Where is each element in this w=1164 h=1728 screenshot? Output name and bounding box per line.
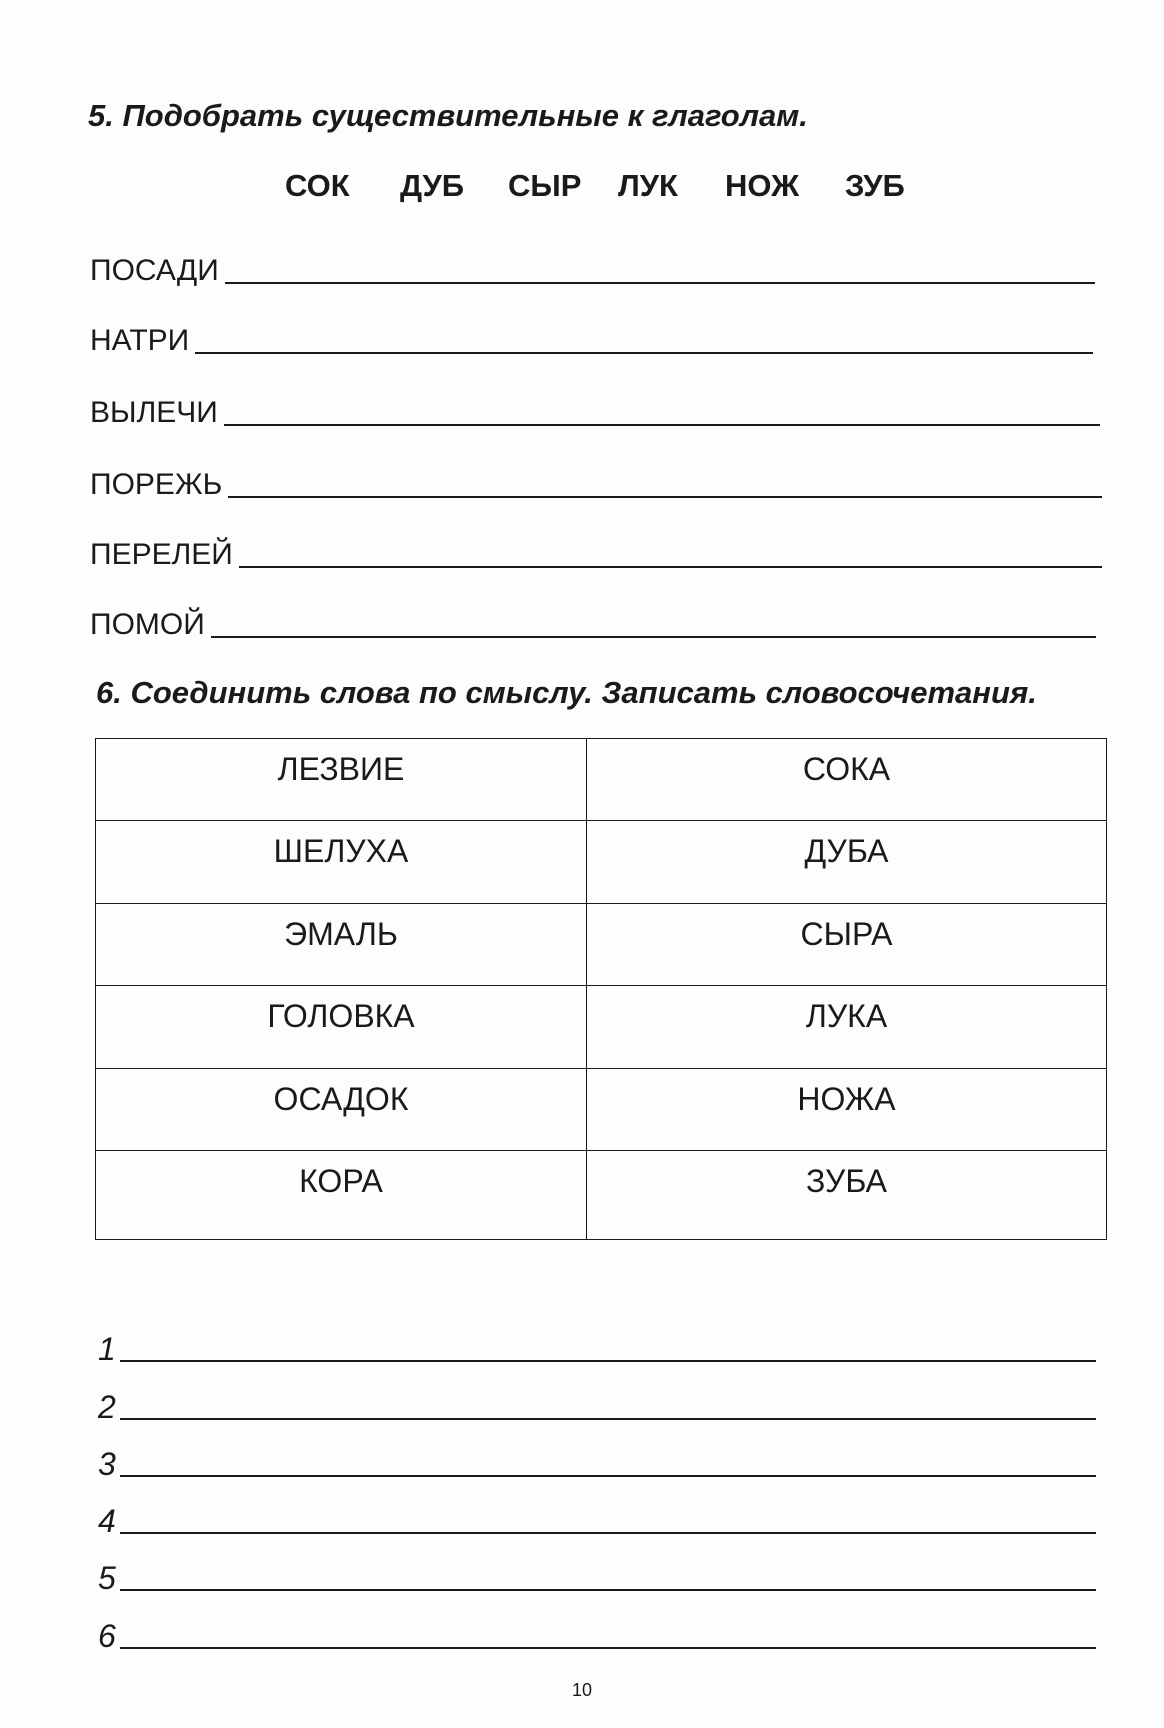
answer-number: 1 bbox=[98, 1331, 116, 1367]
answer-line[interactable] bbox=[120, 1646, 1096, 1649]
right-word[interactable]: СОКА bbox=[587, 739, 1107, 821]
word-bank-item: ДУБ bbox=[400, 168, 465, 203]
right-word[interactable]: НОЖА bbox=[587, 1068, 1107, 1150]
verb-answer-row[interactable] bbox=[90, 598, 1096, 642]
verb-label: ПОРЕЖЬ bbox=[90, 468, 223, 501]
word-bank-item: СЫР bbox=[508, 168, 582, 203]
verb-label: ВЫЛЕЧИ bbox=[90, 396, 218, 429]
verb-label: ПОСАДИ bbox=[90, 254, 219, 287]
exercise-5-title: 5. Подобрать существительные к глаголам. bbox=[88, 98, 808, 133]
table-row bbox=[96, 903, 1107, 985]
word-bank-item: ЗУБ bbox=[845, 168, 905, 203]
table-row bbox=[96, 821, 1107, 903]
table-row bbox=[96, 1151, 1107, 1240]
answer-line[interactable] bbox=[120, 1588, 1096, 1591]
word-bank-item: СОК bbox=[285, 168, 350, 203]
phrase-answer-row[interactable] bbox=[98, 1497, 1096, 1537]
word-bank bbox=[0, 168, 1164, 212]
answer-line[interactable] bbox=[120, 1417, 1096, 1420]
exercise-6-title: 6. Соединить слова по смыслу. Записать словосочетания. bbox=[96, 675, 1037, 710]
verb-answer-row[interactable] bbox=[90, 458, 1102, 502]
page-number: 10 bbox=[571, 1680, 593, 1700]
answer-line[interactable] bbox=[120, 1531, 1096, 1534]
left-word[interactable]: ГОЛОВКА bbox=[96, 986, 587, 1068]
table-row bbox=[96, 1068, 1107, 1150]
verb-label: ПЕРЕЛЕЙ bbox=[90, 538, 233, 571]
verb-answer-row[interactable] bbox=[90, 528, 1102, 572]
left-word[interactable]: ОСАДОК bbox=[96, 1068, 587, 1150]
answer-line[interactable] bbox=[224, 423, 1100, 426]
right-word[interactable]: ДУБА bbox=[587, 821, 1107, 903]
answer-number: 4 bbox=[98, 1503, 116, 1539]
answer-number: 5 bbox=[98, 1560, 116, 1596]
left-word[interactable]: КОРА bbox=[96, 1151, 587, 1240]
answer-line[interactable] bbox=[239, 565, 1102, 568]
right-word[interactable]: ЗУБА bbox=[587, 1151, 1107, 1240]
verb-answer-row[interactable] bbox=[90, 386, 1100, 430]
answer-line[interactable] bbox=[228, 495, 1102, 498]
right-word[interactable]: СЫРА bbox=[587, 903, 1107, 985]
word-bank-item: НОЖ bbox=[725, 168, 800, 203]
matching-table bbox=[95, 738, 1107, 1240]
left-word[interactable]: ЛЕЗВИЕ bbox=[96, 739, 587, 821]
verb-label: НАТРИ bbox=[90, 324, 190, 357]
answer-line[interactable] bbox=[211, 635, 1096, 638]
answer-line[interactable] bbox=[225, 281, 1095, 284]
left-word[interactable]: ШЕЛУХА bbox=[96, 821, 587, 903]
phrase-answer-row[interactable] bbox=[98, 1554, 1096, 1594]
right-word[interactable]: ЛУКА bbox=[587, 986, 1107, 1068]
phrase-answer-row[interactable] bbox=[98, 1383, 1096, 1423]
phrase-answer-row[interactable] bbox=[98, 1612, 1096, 1652]
table-row bbox=[96, 739, 1107, 821]
answer-line[interactable] bbox=[120, 1474, 1096, 1477]
answer-number: 6 bbox=[98, 1618, 116, 1654]
answer-number: 3 bbox=[98, 1446, 116, 1482]
answer-line[interactable] bbox=[195, 351, 1093, 354]
verb-label: ПОМОЙ bbox=[90, 608, 205, 641]
answer-line[interactable] bbox=[120, 1359, 1096, 1362]
table-row bbox=[96, 986, 1107, 1068]
word-bank-item: ЛУК bbox=[618, 168, 678, 203]
phrase-answer-row[interactable] bbox=[98, 1440, 1096, 1480]
left-word[interactable]: ЭМАЛЬ bbox=[96, 903, 587, 985]
verb-answer-row[interactable] bbox=[90, 314, 1093, 358]
verb-answer-row[interactable] bbox=[90, 244, 1095, 288]
answer-number: 2 bbox=[98, 1389, 116, 1425]
phrase-answer-row[interactable] bbox=[98, 1325, 1096, 1365]
